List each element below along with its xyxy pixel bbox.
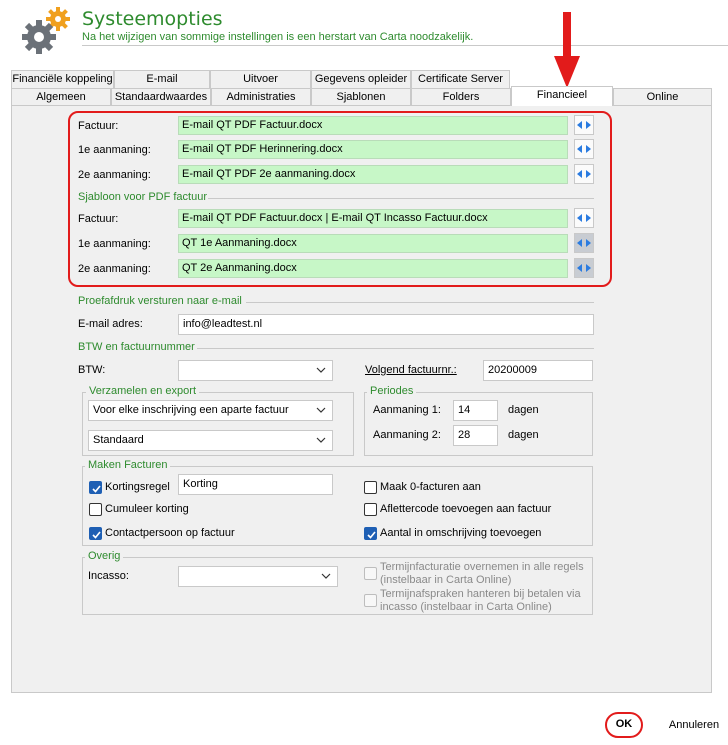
pdf-template-section-title: Sjabloon voor PDF factuur bbox=[78, 191, 208, 203]
termijnfacturatie-label-line1: Termijnfacturatie overnemen in alle regels bbox=[380, 561, 584, 573]
factuur-email-label: Factuur: bbox=[78, 120, 119, 132]
tab-sjablonen[interactable]: Sjablonen bbox=[311, 88, 411, 106]
cumuleer-korting-label: Cumuleer korting bbox=[105, 503, 189, 515]
factuur-pdf-label: Factuur: bbox=[78, 213, 119, 225]
tab-folders[interactable]: Folders bbox=[411, 88, 511, 106]
aanmaning1-period-label: Aanmaning 1: bbox=[373, 404, 441, 416]
aantal-omschrijving-label: Aantal in omschrijving toevoegen bbox=[380, 527, 542, 539]
nul-facturen-label: Maak 0-facturen aan bbox=[380, 481, 481, 493]
aanmaning1-email-template-field[interactable]: E-mail QT PDF Herinnering.docx bbox=[178, 140, 568, 159]
nul-facturen-checkbox[interactable] bbox=[364, 481, 377, 494]
maken-facturen-group-title: Maken Facturen bbox=[85, 459, 170, 471]
tab-email[interactable]: E-mail bbox=[114, 70, 210, 88]
verzamelen-group-title: Verzamelen en export bbox=[86, 385, 199, 397]
red-highlight-box bbox=[68, 111, 612, 287]
aanmaning2-email-template-field[interactable]: E-mail QT PDF 2e aanmaning.docx bbox=[178, 165, 568, 184]
dialog-title: Systeemopties bbox=[82, 8, 223, 30]
termijnfacturatie-label-line2: (instelbaar in Carta Online) bbox=[380, 574, 512, 586]
termijnfacturatie-label bbox=[380, 561, 584, 587]
section-divider bbox=[246, 302, 594, 303]
aanmaning2-period-label: Aanmaning 2: bbox=[373, 429, 441, 441]
tab-standaardwaardes[interactable]: Standaardwaardes bbox=[111, 88, 211, 106]
next-invoice-input[interactable]: 20200009 bbox=[483, 360, 593, 381]
next-invoice-label: Volgend factuurnr.: bbox=[365, 364, 457, 376]
termijnafspraken-label bbox=[380, 588, 581, 614]
termijnafspraken-label-line1: Termijnafspraken hanteren bij betalen via bbox=[380, 588, 581, 600]
chevron-down-icon bbox=[316, 405, 326, 415]
section-divider bbox=[197, 348, 594, 349]
aanmaning1-pdf-template-field[interactable]: QT 1e Aanmaning.docx bbox=[178, 234, 568, 253]
cancel-button[interactable]: Annuleren bbox=[668, 719, 720, 731]
aanmaning1-days-input[interactable]: 14 bbox=[453, 400, 498, 421]
btw-section-title: BTW en factuurnummer bbox=[78, 341, 195, 353]
tab-financieel[interactable]: Financieel bbox=[511, 86, 613, 106]
kortingsregel-input[interactable]: Korting bbox=[178, 474, 333, 495]
aflettercode-label: Aflettercode toevoegen aan factuur bbox=[380, 503, 552, 515]
red-arrow-annotation bbox=[554, 12, 580, 88]
termijnafspraken-checkbox[interactable] bbox=[364, 594, 377, 607]
aanmaning2-email-label: 2e aanmaning: bbox=[78, 169, 151, 181]
kortingsregel-label: Kortingsregel bbox=[105, 481, 170, 493]
tab-algemeen[interactable]: Algemeen bbox=[11, 88, 111, 106]
aanmaning2-days-input[interactable]: 28 bbox=[453, 425, 498, 446]
tab-gegevens-opleider[interactable]: Gegevens opleider bbox=[311, 70, 411, 88]
checkmark-icon bbox=[91, 483, 102, 494]
tab-uitvoer[interactable]: Uitvoer bbox=[210, 70, 311, 88]
tab-online[interactable]: Online bbox=[613, 88, 712, 106]
incasso-label: Incasso: bbox=[88, 570, 129, 582]
incasso-select[interactable] bbox=[178, 566, 338, 587]
termijnafspraken-label-line2: incasso (instelbaar in Carta Online) bbox=[380, 601, 552, 613]
periodes-group-title: Periodes bbox=[367, 385, 416, 397]
contactpersoon-checkbox[interactable] bbox=[89, 527, 102, 540]
checkmark-icon bbox=[366, 529, 377, 540]
btw-select[interactable] bbox=[178, 360, 333, 381]
chevron-down-icon bbox=[316, 435, 326, 445]
tab-administraties[interactable]: Administraties bbox=[211, 88, 311, 106]
termijnfacturatie-checkbox[interactable] bbox=[364, 567, 377, 580]
verzamelen-select[interactable] bbox=[88, 400, 333, 421]
contactpersoon-label: Contactpersoon op factuur bbox=[105, 527, 235, 539]
tab-certificate-server[interactable]: Certificate Server bbox=[411, 70, 510, 88]
proof-section-title: Proefafdruk versturen naar e-mail bbox=[78, 295, 242, 307]
header-divider bbox=[82, 45, 728, 46]
aanmaning1-days-unit: dagen bbox=[508, 404, 539, 416]
aanmaning1-email-label: 1e aanmaning: bbox=[78, 144, 151, 156]
email-address-input[interactable]: info@leadtest.nl bbox=[178, 314, 594, 335]
factuur-email-template-field[interactable]: E-mail QT PDF Factuur.docx bbox=[178, 116, 568, 135]
export-format-select[interactable] bbox=[88, 430, 333, 451]
chevron-down-icon bbox=[321, 571, 331, 581]
dialog-subtitle: Na het wijzigen van sommige instellingen is een herstart van Carta noodzakelijk. bbox=[82, 31, 474, 43]
verzamelen-select-value: Voor elke inschrijving een aparte factuur bbox=[93, 404, 289, 416]
aanmaning2-days-unit: dagen bbox=[508, 429, 539, 441]
aanmaning1-pdf-label: 1e aanmaning: bbox=[78, 238, 151, 250]
chevron-down-icon bbox=[316, 365, 326, 375]
btw-label: BTW: bbox=[78, 364, 106, 376]
overig-group-title: Overig bbox=[85, 550, 123, 562]
kortingsregel-checkbox[interactable] bbox=[89, 481, 102, 494]
aantal-omschrijving-checkbox[interactable] bbox=[364, 527, 377, 540]
cumuleer-korting-checkbox[interactable] bbox=[89, 503, 102, 516]
aflettercode-checkbox[interactable] bbox=[364, 503, 377, 516]
aanmaning2-pdf-label: 2e aanmaning: bbox=[78, 263, 151, 275]
tab-financiele-koppeling[interactable]: Financiële koppeling bbox=[11, 70, 114, 88]
checkmark-icon bbox=[91, 529, 102, 540]
export-format-select-value: Standaard bbox=[93, 434, 144, 446]
ok-button[interactable]: OK bbox=[605, 712, 643, 738]
email-address-label: E-mail adres: bbox=[78, 318, 143, 330]
factuur-pdf-template-field[interactable]: E-mail QT PDF Factuur.docx | E-mail QT Incasso Factuur.docx bbox=[178, 209, 568, 228]
gear-icon bbox=[18, 6, 74, 56]
aanmaning2-pdf-template-field[interactable]: QT 2e Aanmaning.docx bbox=[178, 259, 568, 278]
